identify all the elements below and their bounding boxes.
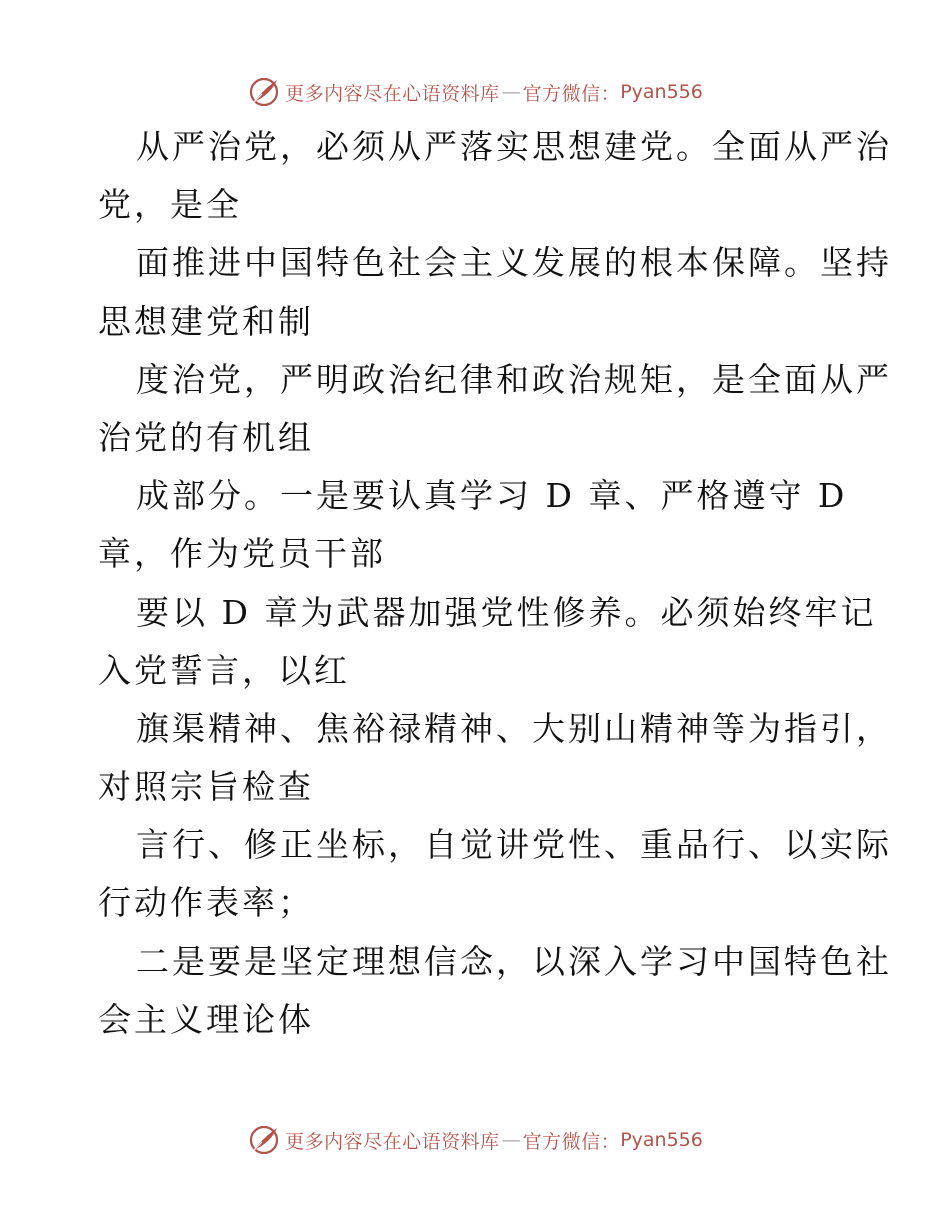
text-line: 旗渠精神、焦裕禄精神、大别山精神等为指引，: [136, 708, 892, 748]
text-line: 从严治党，必须从严落实思想建党。全面从严治: [136, 127, 892, 166]
text-line: 对照宗旨检查: [98, 767, 314, 807]
document-body: [98, 118, 892, 1049]
text-line: 度治党，严明政治纪律和政治规矩，是全面从严: [136, 359, 892, 399]
text-line: 成部分。一是要认真学习 D 章、严格遵守 D: [136, 476, 848, 516]
text-line: 要以 D 章为武器加强党性修养。必须始终牢记: [136, 592, 877, 632]
watermark-text: 更多内容尽在心语资料库: [285, 1130, 500, 1153]
text-line: 言行、修正坐标，自觉讲党性、重品行、以实际: [136, 825, 892, 865]
text-line: 入党誓言，以红: [98, 650, 350, 690]
text-line: 党，是全: [98, 185, 242, 225]
text-line: 面推进中国特色社会主义发展的根本保障。坚持: [136, 243, 892, 283]
feather-pen-logo-icon: [247, 1123, 281, 1157]
watermark-dash: —: [501, 81, 521, 103]
watermark-wechat-label: 官方微信：: [522, 82, 621, 105]
text-line: 思想建党和制: [98, 301, 314, 341]
text-line: 二是要是坚定理想信念，以深入学习中国特色社: [136, 941, 892, 981]
watermark-text: 更多内容尽在心语资料库: [285, 82, 500, 105]
text-line: 章，作为党员干部: [98, 534, 386, 574]
text-line: 治党的有机组: [98, 417, 314, 457]
text-line: 行动作表率；: [98, 883, 314, 923]
footer-watermark: [0, 1120, 950, 1160]
watermark-wechat-label: 官方微信：: [522, 1130, 621, 1153]
watermark-wechat-id: Pyan556: [620, 81, 703, 103]
watermark-dash: —: [501, 1129, 521, 1151]
header-watermark: [0, 72, 950, 112]
text-line: 会主义理论体: [98, 999, 314, 1039]
feather-pen-logo-icon: [247, 75, 281, 109]
watermark-wechat-id: Pyan556: [620, 1129, 703, 1151]
